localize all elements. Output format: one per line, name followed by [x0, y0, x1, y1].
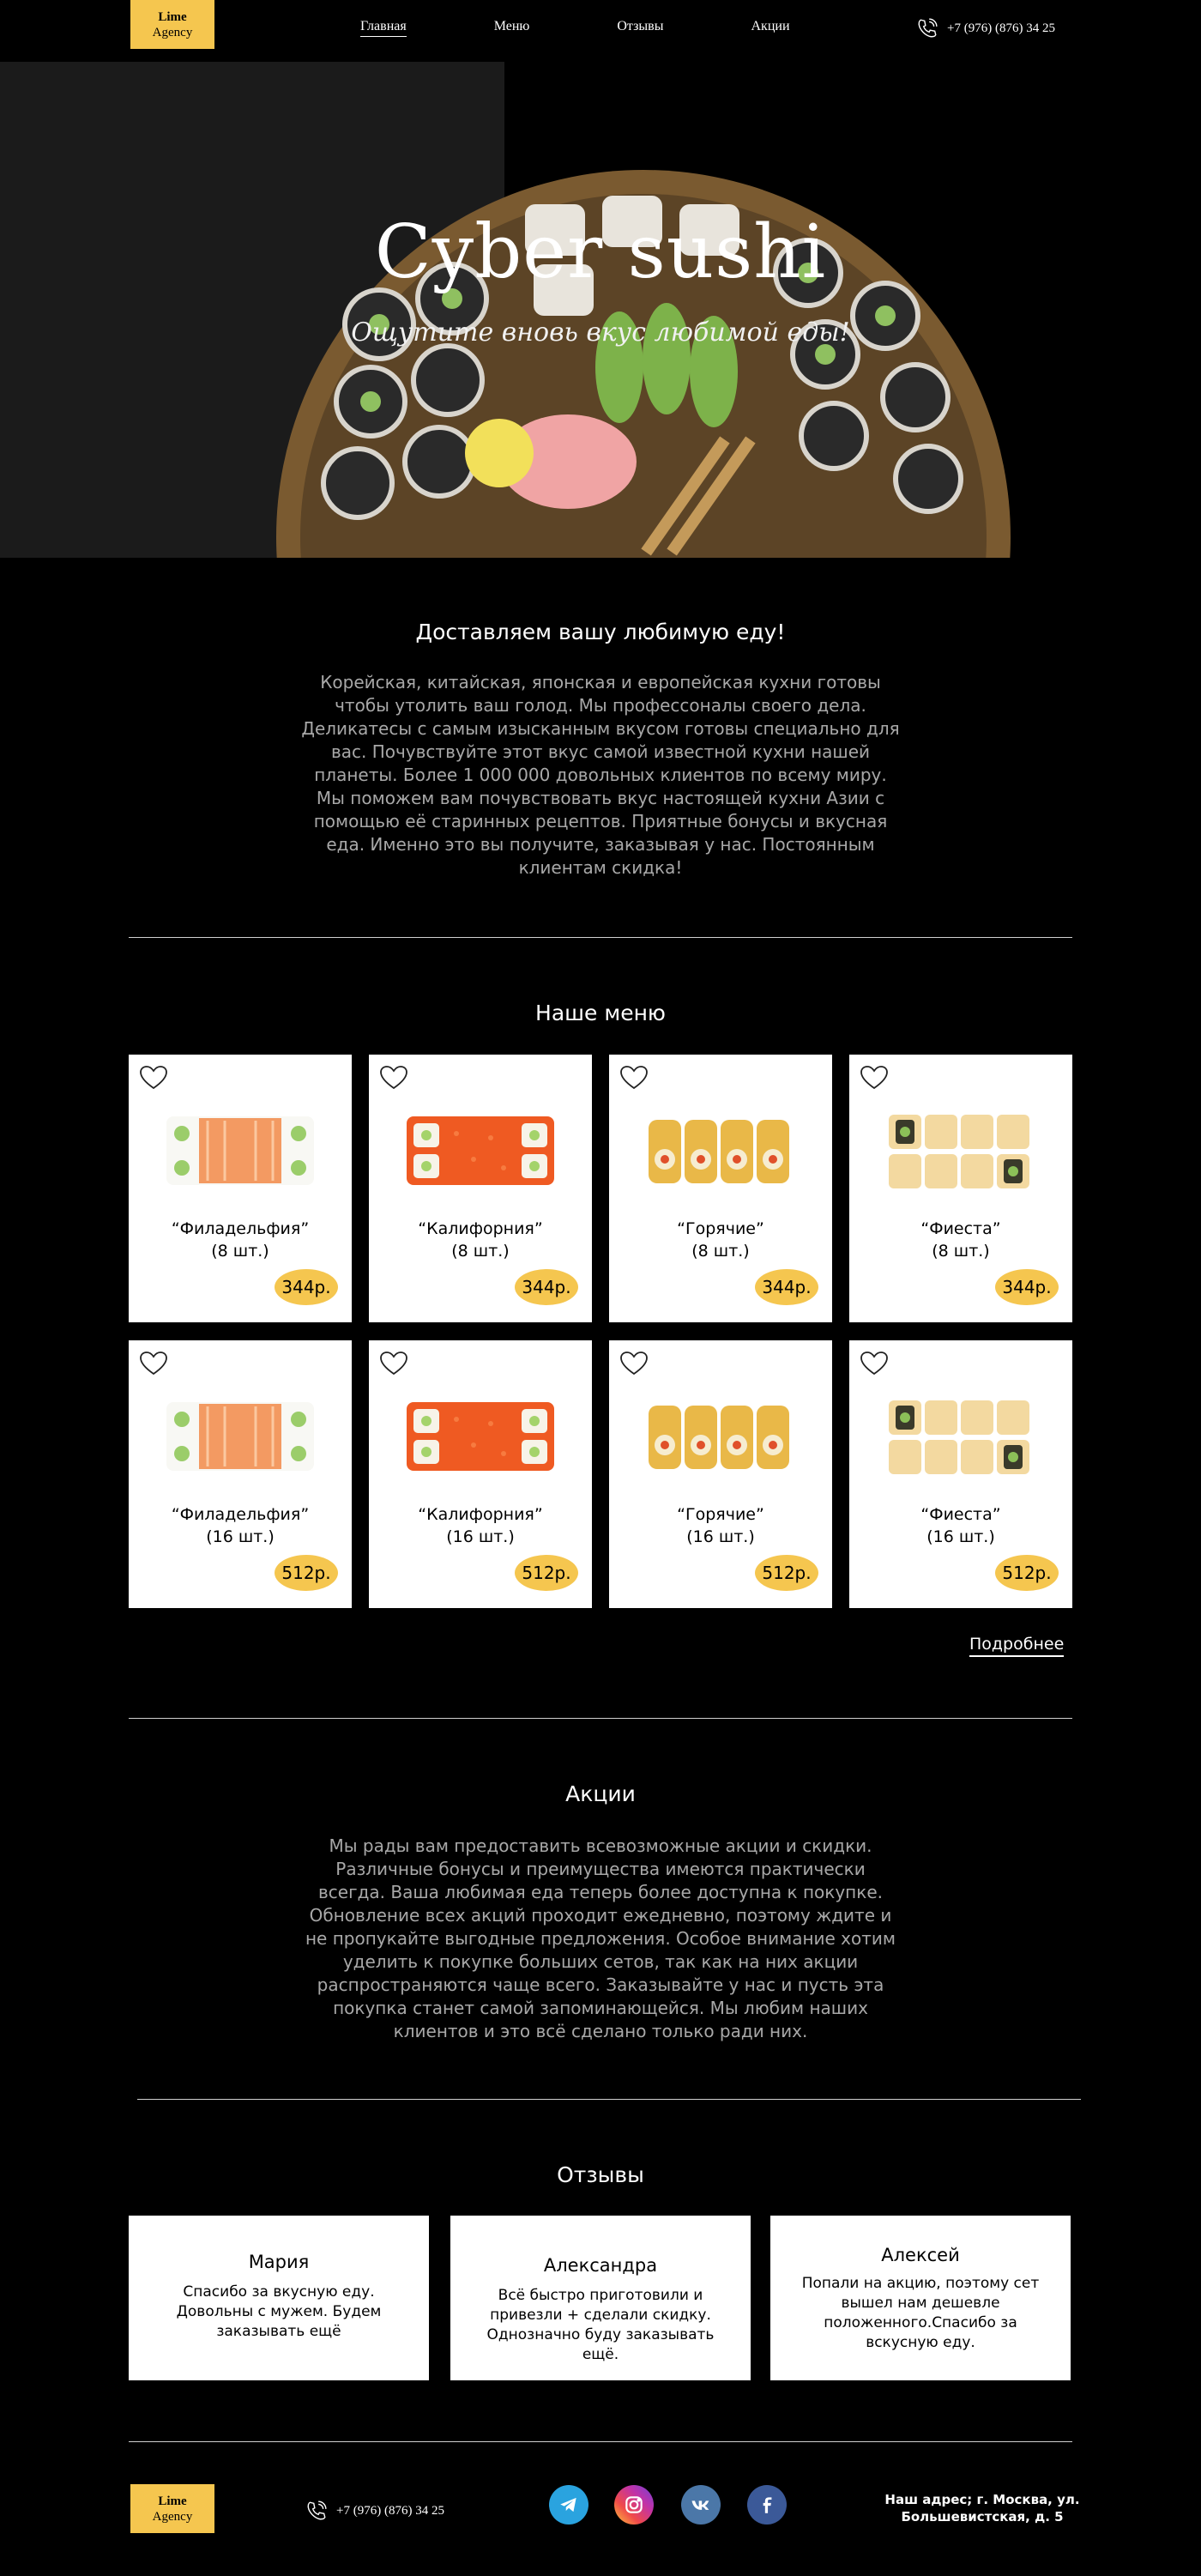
sushi-roll-image — [885, 1394, 1036, 1479]
favorite-heart-icon[interactable] — [139, 1351, 168, 1376]
menu-item-name: “Горячие” — [677, 1219, 764, 1238]
sushi-roll-image — [405, 1394, 556, 1479]
menu-card[interactable] — [849, 1055, 1072, 1322]
section-divider — [129, 2441, 1072, 2442]
footer-phone[interactable] — [305, 2500, 444, 2522]
promo-title: Акции — [565, 1781, 636, 1806]
menu-item-name: “Филадельфия” — [171, 1505, 310, 1524]
hero-banner — [0, 62, 1201, 558]
menu-item-quantity: (16 шт.) — [686, 1527, 755, 1546]
menu-item-quantity: (8 шт.) — [691, 1242, 750, 1261]
favorite-heart-icon[interactable] — [860, 1351, 889, 1376]
hero-title: Cyber sushi — [374, 209, 827, 295]
header-phone-number: +7 (976) (876) 34 25 — [947, 21, 1055, 35]
menu-card[interactable] — [369, 1055, 592, 1322]
menu-card[interactable] — [129, 1340, 352, 1608]
favorite-heart-icon[interactable] — [139, 1065, 168, 1091]
favorite-heart-icon[interactable] — [379, 1065, 408, 1091]
section-divider — [137, 2099, 1081, 2100]
brand-logo[interactable] — [130, 0, 214, 49]
menu-item-name: “Филадельфия” — [171, 1219, 310, 1238]
main-nav — [360, 19, 878, 37]
reviews-title: Отзывы — [557, 2162, 644, 2187]
menu-item-quantity: (16 шт.) — [446, 1527, 515, 1546]
menu-item-name: “Горячие” — [677, 1505, 764, 1524]
review-text: Попали на акцию, поэтому сет вышел нам дешевле положенного.Спасибо за вскусную еду. — [801, 2275, 1040, 2351]
more-link[interactable]: Подробнее — [969, 1635, 1064, 1657]
menu-item-quantity: (8 шт.) — [211, 1242, 269, 1261]
review-text: Всё быстро приготовили и привезли + сделали скидку. Однозначно буду заказывать ещё. — [486, 2287, 715, 2363]
menu-item-price[interactable]: 344р. — [755, 1269, 818, 1305]
brand-logo-line1: Lime — [158, 2494, 187, 2508]
nav-item-promotions[interactable]: Акции — [751, 19, 790, 33]
sushi-roll-image — [165, 1108, 316, 1194]
review-author: Алексей — [881, 2245, 960, 2265]
sushi-roll-image — [405, 1108, 556, 1194]
sushi-roll-image — [885, 1108, 1036, 1194]
section-divider — [129, 937, 1072, 938]
menu-card[interactable] — [129, 1055, 352, 1322]
review-card — [450, 2216, 751, 2380]
section-divider — [129, 1718, 1072, 1719]
brand-logo-line2: Agency — [152, 2509, 193, 2524]
footer-brand-logo[interactable] — [130, 2484, 214, 2533]
phone-icon — [916, 17, 938, 39]
menu-card[interactable] — [369, 1340, 592, 1608]
favorite-heart-icon[interactable] — [619, 1065, 649, 1091]
favorite-heart-icon[interactable] — [860, 1065, 889, 1091]
menu-item-price[interactable]: 344р. — [275, 1269, 338, 1305]
nav-item-reviews[interactable]: Отзывы — [617, 19, 664, 33]
review-text: Спасибо за вкусную еду. Довольны с мужем. Будем заказывать ещё — [176, 2283, 382, 2340]
menu-item-name: “Калифорния” — [418, 1219, 543, 1238]
nav-item-menu[interactable]: Меню — [493, 19, 530, 33]
menu-item-price[interactable]: 344р. — [995, 1269, 1059, 1305]
footer-address: Наш адрес; г. Москва, ул. Большевистская, д. 5 — [884, 2492, 1080, 2525]
menu-item-price[interactable]: 512р. — [755, 1555, 818, 1591]
menu-item-name: “Фиеста” — [920, 1219, 1001, 1238]
site-header — [0, 0, 1201, 62]
facebook-icon[interactable] — [747, 2485, 787, 2525]
phone-icon — [305, 2500, 328, 2522]
menu-card[interactable] — [609, 1055, 832, 1322]
brand-logo-line1: Lime — [158, 9, 187, 24]
menu-card[interactable] — [609, 1340, 832, 1608]
review-author: Мария — [248, 2252, 310, 2272]
menu-item-price[interactable]: 512р. — [515, 1555, 578, 1591]
menu-item-price[interactable]: 344р. — [515, 1269, 578, 1305]
menu-item-quantity: (8 шт.) — [932, 1242, 990, 1261]
menu-card[interactable] — [849, 1340, 1072, 1608]
promo-text: Мы рады вам предоставить всевозможные акции и скидки. Различные бонусы и преимущества имеются практически всегда. Ваша любимая еда теперь более доступна к покупке. Обновление всех акций проходит ежедневно, поэтому ждите и не пропукайте выгодные предложения. Особое внимание хотим уделить к покупке больших сетов, так как на них акции распространяются чаще всего. Заказывайте у нас и пусть эта покупка станет самой запоминающейся. Мы любим наших клиентов и это всё сделано только ради них. — [305, 1835, 896, 2041]
favorite-heart-icon[interactable] — [379, 1351, 408, 1376]
menu-item-name: “Фиеста” — [920, 1505, 1001, 1524]
instagram-icon[interactable] — [614, 2485, 654, 2525]
telegram-icon[interactable] — [549, 2485, 588, 2525]
menu-item-quantity: (16 шт.) — [926, 1527, 995, 1546]
menu-item-price[interactable]: 512р. — [275, 1555, 338, 1591]
menu-item-quantity: (16 шт.) — [206, 1527, 275, 1546]
menu-item-price[interactable]: 512р. — [995, 1555, 1059, 1591]
delivery-title: Доставляем вашу любимую еду! — [415, 620, 786, 644]
vk-icon[interactable] — [681, 2485, 721, 2525]
sushi-roll-image — [645, 1394, 796, 1479]
review-author: Александра — [543, 2255, 658, 2276]
review-card — [770, 2216, 1071, 2380]
menu-item-quantity: (8 шт.) — [451, 1242, 510, 1261]
sushi-roll-image — [645, 1108, 796, 1194]
hero-subtitle: Ощутите вновь вкус любимой еды! — [351, 317, 850, 348]
nav-item-home[interactable]: Главная — [360, 19, 407, 37]
brand-logo-line2: Agency — [152, 25, 193, 39]
footer-phone-number: +7 (976) (876) 34 25 — [336, 2503, 444, 2518]
favorite-heart-icon[interactable] — [619, 1351, 649, 1376]
header-phone[interactable] — [916, 17, 1055, 39]
menu-item-name: “Калифорния” — [418, 1505, 543, 1524]
menu-title: Наше меню — [535, 1001, 666, 1025]
sushi-roll-image — [165, 1394, 316, 1479]
delivery-text: Корейская, китайская, японская и европейская кухни готовы чтобы утолить ваш голод. Мы профессоналы своего дела. Деликатесы с самым изысканным вкусом готовы специально для вас. Почувствуйте этот вкус самой известной кухни нашей планеты. Более 1 000 000 довольных клиентов по всему миру. Мы поможем вам почувствовать вкус настоящей кухни Азии с помощью её старинных рецептов. Приятные бонусы и вкусная еда. Именно это вы получите, заказывая у нас. Постоянным клиентам скидка! — [301, 672, 900, 878]
review-card — [129, 2216, 429, 2380]
